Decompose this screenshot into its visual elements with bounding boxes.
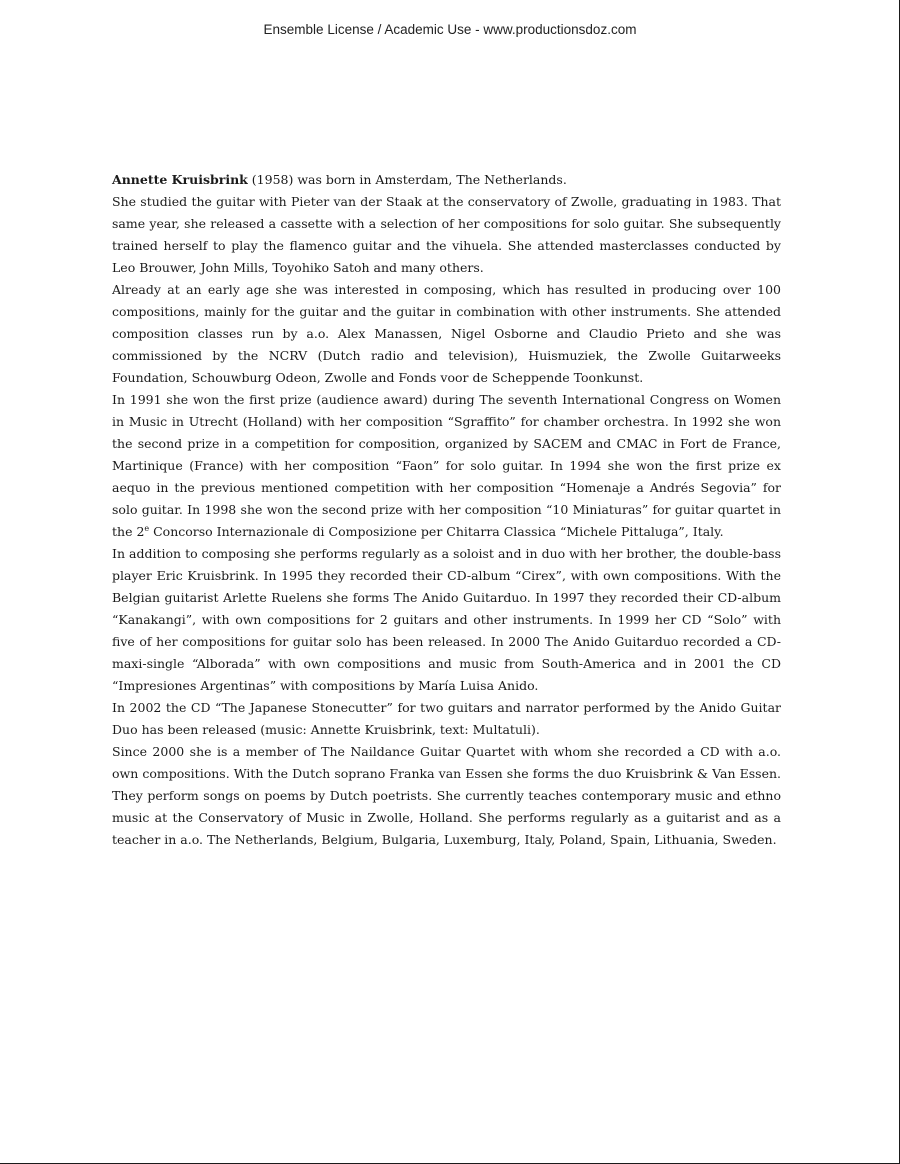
bio-paragraph-teaching: Since 2000 she is a member of The Naildance Guitar Quartet with whom she recorded a CD with a.o. own compositions. With the Dutch soprano Franka van Essen she forms the duo Kruisbrink & Van Essen. They perform songs on poems by Dutch poetrists. She currently teaches contemporary music and ethno music at the Conservatory of Music in Zwolle, Holland. She performs regularly as a guitarist and as a teacher in a.o. The Netherlands, Belgium, Bulgaria, Luxemburg, Italy, Poland, Spain, Lithuania, Sweden.: [112, 744, 781, 847]
prizes-text-part-1: In 1991 she won the first prize (audience award) during The seventh International Congress on Women in Music in Utrecht (Holland) with her composition “Sgraffito” for chamber orchestra. In 1992 she won the second prize in a competition for composition, organized by SACEM and CMAC in Fort de France, Martinique (France) with her composition “Faon” for solo guitar. In 1994 she won the first prize ex aequo in the previous mentioned competition with her composition “Homenaje a Andrés Segovia” for solo guitar. In 1998 she won the second prize with her composition “10 Miniaturas” for guitar quartet in the 2: [112, 392, 781, 539]
composer-name: Annette Kruisbrink: [112, 172, 248, 187]
bio-paragraph-composing: Already at an early age she was interested in composing, which has resulted in producing over 100 compositions, mainly for the guitar and the guitar in combination with other instruments. She attended composition classes run by a.o. Alex Manassen, Nigel Osborne and Claudio Prieto and she was commissioned by the NCRV (Dutch radio and television), Huismuziek, the Zwolle Guitarweeks Foundation, Schouwburg Odeon, Zwolle and Fonds voor de Scheppende Toonkunst.: [112, 282, 781, 385]
license-header: Ensemble License / Academic Use - www.productionsdoz.com: [263, 22, 637, 37]
prizes-text-part-2: Concorso Internazionale di Composizione per Chitarra Classica “Michele Pittaluga”, Italy.: [149, 524, 724, 539]
ordinal-superscript: e: [144, 523, 150, 533]
bio-paragraph-education: She studied the guitar with Pieter van der Staak at the conservatory of Zwolle, graduating in 1983. That same year, she released a cassette with a selection of her compositions for solo guitar. She subsequently trained herself to play the flamenco guitar and the vihuela. She attended masterclasses conducted by Leo Brouwer, John Mills, Toyohiko Satoh and many others.: [112, 194, 781, 275]
bio-paragraph-performing: In addition to composing she performs regularly as a soloist and in duo with her brother, the double-bass player Eric Kruisbrink. In 1995 they recorded their CD-album “Cirex”, with own compositions. With the Belgian guitarist Arlette Ruelens she forms The Anido Guitarduo. In 1997 they recorded their CD-album “Kanakangi”, with own compositions for 2 guitars and other instruments. In 1999 her CD “Solo” with five of her compositions for guitar solo has been released. In 2000 The Anido Guitarduo recorded a CD-maxi-single “Alborada” with own compositions and music from South-America and in 2001 the CD “Impresiones Argentinas” with compositions by María Luisa Anido.: [112, 546, 781, 693]
bio-intro-line: [112, 169, 781, 191]
biography-text: [112, 169, 781, 851]
bio-paragraph-stonecutter: In 2002 the CD “The Japanese Stonecutter” for two guitars and narrator performed by the Anido Guitar Duo has been released (music: Annette Kruisbrink, text: Multatuli).: [112, 700, 781, 737]
bio-intro-text: (1958) was born in Amsterdam, The Netherlands.: [247, 172, 567, 187]
bio-paragraph-prizes: [112, 389, 781, 543]
